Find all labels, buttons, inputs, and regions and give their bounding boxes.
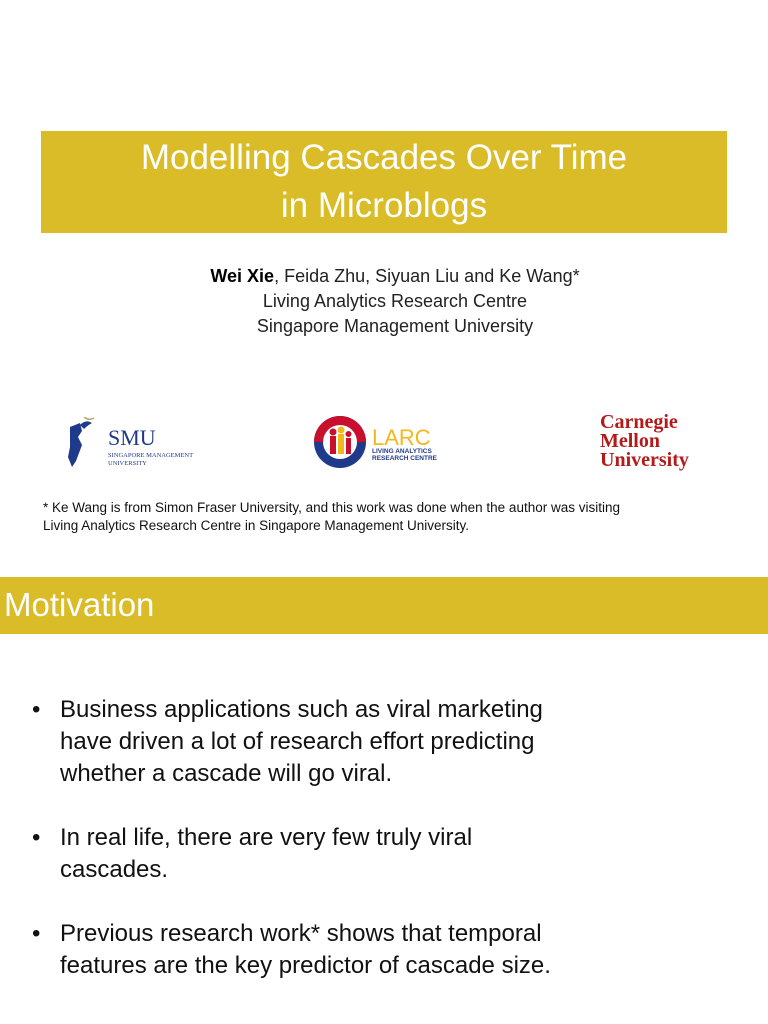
co-authors: , Feida Zhu, Siyuan Liu and Ke Wang* <box>274 266 580 286</box>
bullet-icon: • <box>32 824 41 851</box>
cmu-line-3: University <box>600 449 689 471</box>
footnote-line-2: Living Analytics Research Centre in Singapore Management University. <box>43 518 469 533</box>
bullet-line: Business applications such as viral marketing <box>60 696 543 723</box>
bullet-line: features are the key predictor of cascade size. <box>60 952 551 979</box>
bullet-line: cascades. <box>60 856 169 883</box>
footnote-line-1: * Ke Wang is from Simon Fraser University, and this work was done when the author was visiting <box>43 500 620 515</box>
cmu-logo <box>600 410 700 475</box>
smu-subtitle-2: UNIVERSITY <box>108 460 147 467</box>
lion-icon <box>68 417 94 467</box>
title-line-1: Modelling Cascades Over Time <box>140 138 628 177</box>
bullet-line: have driven a lot of research effort predicting <box>60 728 535 755</box>
larc-subtitle-2: RESEARCH CENTRE <box>372 455 438 462</box>
larc-logo <box>310 411 460 471</box>
bullet-icon: • <box>32 920 41 947</box>
bullet-line: whether a cascade will go viral. <box>60 760 393 787</box>
section-header-bar <box>0 577 768 634</box>
section-title: Motivation <box>4 586 155 623</box>
title-banner <box>41 131 727 233</box>
bullet-line: Previous research work* shows that temporal <box>60 920 542 947</box>
author-block <box>0 264 768 339</box>
larc-subtitle-1: LIVING ANALYTICS <box>372 448 432 455</box>
lead-author: Wei Xie <box>210 266 275 286</box>
affiliation-2: Singapore Management University <box>256 316 534 336</box>
footnote <box>43 499 743 535</box>
larc-wordmark: LARC <box>372 425 431 450</box>
bullet-text <box>60 918 640 982</box>
larc-emblem-icon <box>314 416 366 468</box>
cmu-line-2: Mellon <box>600 430 660 452</box>
smu-wordmark: SMU <box>108 425 156 450</box>
smu-logo <box>66 417 211 472</box>
cmu-line-1: Carnegie <box>600 411 678 433</box>
bullet-icon: • <box>32 696 41 723</box>
bullet-text <box>60 822 640 886</box>
affiliation-1: Living Analytics Research Centre <box>262 291 528 311</box>
title-line-2: in Microblogs <box>280 186 488 225</box>
bullet-text <box>60 694 640 790</box>
author-line <box>0 264 768 289</box>
bullet-line: In real life, there are very few truly viral <box>60 824 473 851</box>
smu-subtitle-1: SINGAPORE MANAGEMENT <box>108 452 194 459</box>
